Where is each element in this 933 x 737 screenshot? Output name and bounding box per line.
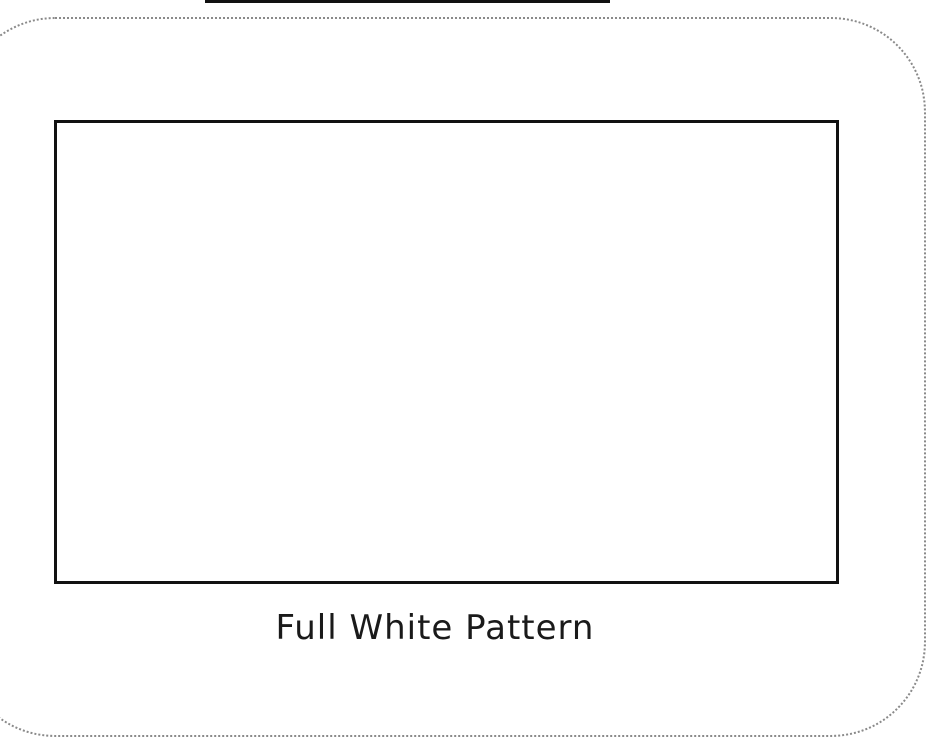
pattern-caption: Full White Pattern [275,608,595,648]
full-white-pattern-rectangle [54,120,839,584]
top-title-underline [205,0,610,3]
